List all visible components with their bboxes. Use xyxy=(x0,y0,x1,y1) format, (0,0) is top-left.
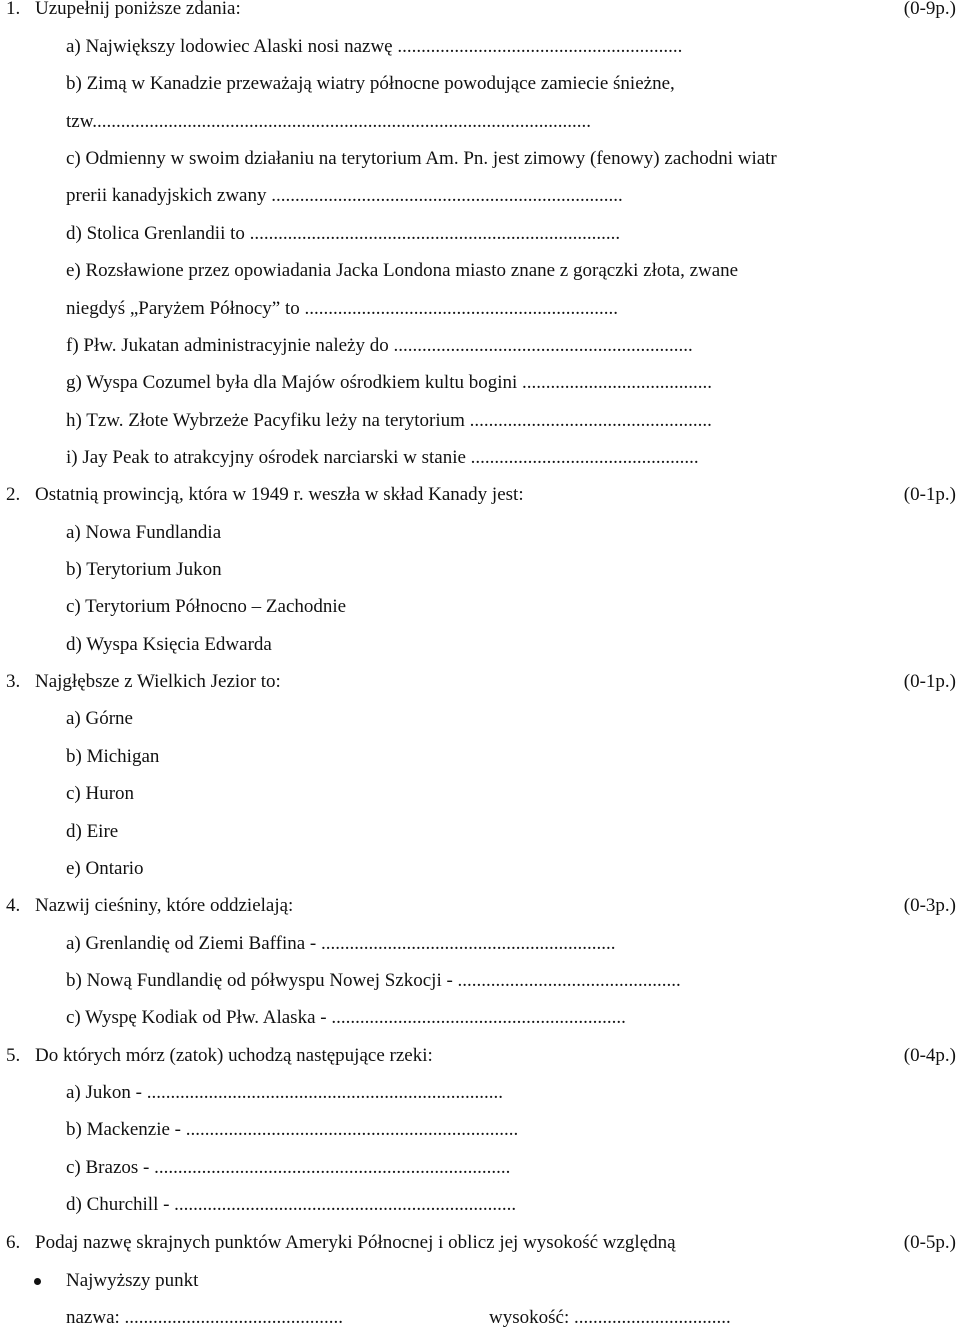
question-1-number: 1. xyxy=(6,0,21,19)
question-5-heading xyxy=(0,1044,960,1068)
question-3-number: 3. xyxy=(6,671,21,692)
q1-item-b: b) Zimą w Kanadzie przeważają wiatry północne powodujące zamiecie śnieżne, xyxy=(66,73,675,94)
question-6-text: Podaj nazwę skrajnych punktów Ameryki Północnej i oblicz jej wysokość względną xyxy=(35,1232,676,1253)
q1-item-g: g) Wyspa Cozumel była dla Majów ośrodkiem kultu bogini ........................................ xyxy=(66,372,713,393)
q1-item-e: e) Rozsławione przez opowiadania Jacka Londona miasto znane z gorączki złota, zwane xyxy=(66,260,739,281)
q1-item-e-cont: niegdyś „Paryżem Północy” to .................................................................. xyxy=(66,298,619,319)
question-3-text: Najgłębsze z Wielkich Jezior to: xyxy=(35,671,281,692)
q1-item-d: d) Stolica Grenlandii to .............................................................................. xyxy=(66,223,621,244)
q3-option-a: a) Górne xyxy=(66,708,133,729)
q5-item-d: d) Churchill - ........................................................................ xyxy=(66,1194,517,1215)
question-5-points: (0-4p.) xyxy=(903,1045,956,1066)
question-1-heading xyxy=(0,0,960,21)
q3-option-d: d) Eire xyxy=(66,821,119,842)
question-4-points: (0-3p.) xyxy=(903,895,956,916)
question-3-points: (0-1p.) xyxy=(903,671,956,692)
q2-option-a: a) Nowa Fundlandia xyxy=(66,522,222,543)
q3-option-c: c) Huron xyxy=(66,783,135,804)
q6-name-field: nazwa: .............................................. xyxy=(66,1307,344,1328)
q6-bullet-label: Najwyższy punkt xyxy=(66,1270,199,1291)
question-2-points: (0-1p.) xyxy=(903,484,956,505)
question-6-points: (0-5p.) xyxy=(903,1232,956,1253)
question-2-text: Ostatnią prowincją, która w 1949 r. weszła w skład Kanady jest: xyxy=(35,484,524,505)
q5-item-a: a) Jukon - ........................................................................... xyxy=(66,1082,503,1103)
q1-item-i: i) Jay Peak to atrakcyjny ośrodek narciarski w stanie ................................................ xyxy=(66,447,699,468)
q3-option-e: e) Ontario xyxy=(66,858,144,879)
q2-option-c: c) Terytorium Północno – Zachodnie xyxy=(66,596,347,617)
question-4-number: 4. xyxy=(6,895,21,916)
question-5-text: Do których mórz (zatok) uchodzą następujące rzeki: xyxy=(35,1045,433,1066)
q2-option-b: b) Terytorium Jukon xyxy=(66,559,222,580)
q4-item-c: c) Wyspę Kodiak od Płw. Alaska - .............................................................. xyxy=(66,1007,626,1028)
question-1-text: Uzupełnij poniższe zdania: xyxy=(35,0,241,19)
question-2-heading xyxy=(0,483,960,507)
q6-height-field: wysokość: ................................. xyxy=(489,1307,731,1328)
q5-item-b: b) Mackenzie - ...................................................................... xyxy=(66,1119,519,1140)
q1-item-f: f) Płw. Jukatan administracyjnie należy do ............................................................... xyxy=(66,335,693,356)
q1-item-a: a) Największy lodowiec Alaski nosi nazwę ............................................................ xyxy=(66,36,683,57)
q3-option-b: b) Michigan xyxy=(66,746,160,767)
q4-item-b: b) Nową Fundlandię od półwyspu Nowej Szkocji - ............................................... xyxy=(66,970,681,991)
question-5-number: 5. xyxy=(6,1045,21,1066)
question-3-heading xyxy=(0,670,960,694)
q6-bullet-row xyxy=(0,1269,600,1293)
bullet-icon xyxy=(34,1278,41,1285)
question-1-points: (0-9p.) xyxy=(903,0,956,19)
q5-item-c: c) Brazos - ........................................................................... xyxy=(66,1157,511,1178)
q1-item-b-cont: tzw......................................................................................................... xyxy=(66,111,591,132)
question-4-text: Nazwij cieśniny, które oddzielają: xyxy=(35,895,294,916)
question-2-number: 2. xyxy=(6,484,21,505)
q1-item-c: c) Odmienny w swoim działaniu na terytorium Am. Pn. jest zimowy (fenowy) zachodni wiatr xyxy=(66,148,777,169)
question-4-heading xyxy=(0,894,960,918)
q4-item-a: a) Grenlandię od Ziemi Baffina - .............................................................. xyxy=(66,933,616,954)
question-6-heading xyxy=(0,1231,960,1255)
question-6-number: 6. xyxy=(6,1232,21,1253)
q1-item-h: h) Tzw. Złote Wybrzeże Pacyfiku leży na terytorium ................................................... xyxy=(66,410,712,431)
q1-item-c-cont: prerii kanadyjskich zwany .......................................................................... xyxy=(66,185,623,206)
q6-answer-row xyxy=(0,1306,960,1330)
q2-option-d: d) Wyspa Księcia Edwarda xyxy=(66,634,272,655)
